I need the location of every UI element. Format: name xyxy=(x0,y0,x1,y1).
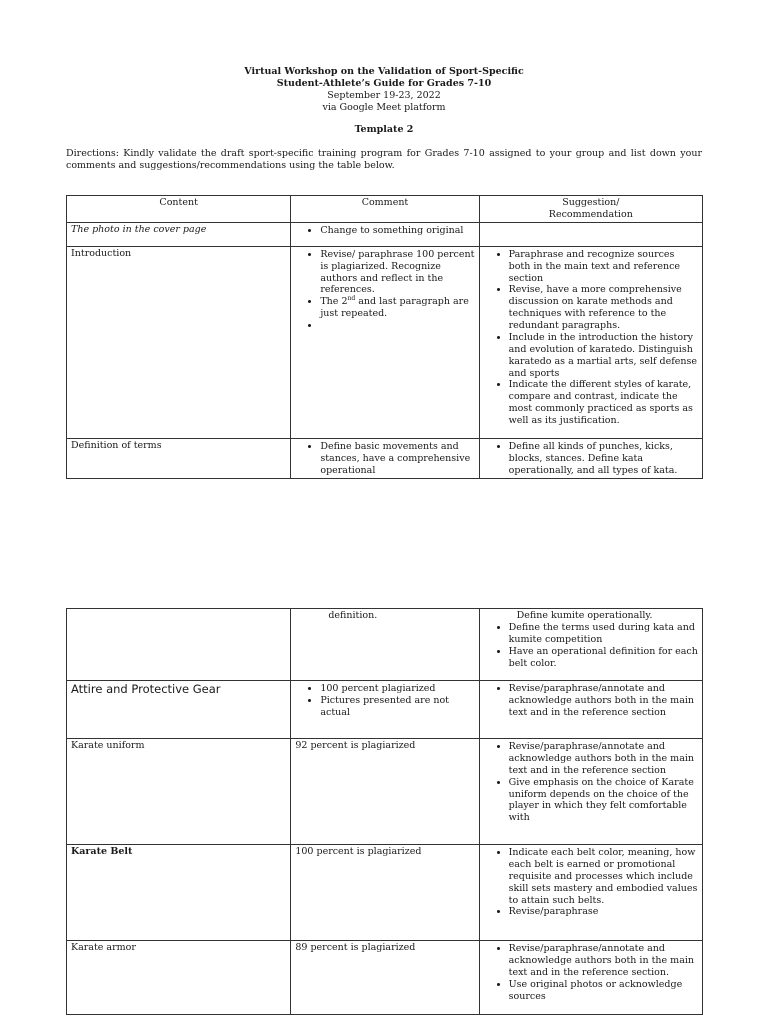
list-item: • Revise/paraphrase/annotate and acknowledge authors both in the main text and in the reference section. xyxy=(509,943,699,979)
row-comment-intro xyxy=(291,246,479,438)
workshop-platform: via Google Meet platform xyxy=(322,101,446,113)
table-row xyxy=(67,246,703,438)
row-comment-uniform: 92 percent is plagiarized xyxy=(291,739,479,845)
header-suggestion-line2: Recommendation xyxy=(548,208,633,220)
title-line-2: Student-Athlete’s Guide for Grades 7-10 xyxy=(276,77,492,89)
row-suggestion-uniform xyxy=(479,739,702,845)
table-row xyxy=(67,681,703,739)
list-item: • Revise/paraphrase/annotate and acknowledge authors both in the main text and in the reference section xyxy=(509,741,699,777)
list-item: • Define all kinds of punches, kicks, blocks, stances. Define kata operationally, and all types of kata. xyxy=(509,441,699,477)
row-comment-cover xyxy=(291,222,479,246)
row-content-cover: The photo in the cover page xyxy=(67,222,291,246)
header-content: Content xyxy=(67,196,291,223)
row-content-attire: Attire and Protective Gear xyxy=(67,681,291,739)
list-item: • Give emphasis on the choice of Karate uniform depends on the choice of the player in which they felt comfortable with xyxy=(509,777,699,825)
table-row xyxy=(67,739,703,845)
list-item xyxy=(320,296,475,320)
list-item: • Paraphrase and recognize sources both in the main text and reference section xyxy=(509,249,699,285)
row-suggestion-cover xyxy=(479,222,702,246)
list-item: • Indicate the different styles of karate, compare and contrast, indicate the most commonly practiced as sports as well as its justification. xyxy=(509,379,699,427)
table-row xyxy=(67,222,703,246)
comment-text: and last paragraph are just repeated. xyxy=(320,296,469,320)
list-item: • 100 percent plagiarized xyxy=(320,683,475,695)
row-suggestion-belt xyxy=(479,845,702,941)
comment-continuation: definition. xyxy=(328,610,378,621)
template-label: Template 2 xyxy=(354,124,414,135)
row-comment-terms-cont xyxy=(291,609,479,681)
row-content-intro: Introduction xyxy=(67,246,291,438)
row-suggestion-terms-cont xyxy=(479,609,702,681)
superscript: nd xyxy=(347,295,356,303)
workshop-dates: September 19-23, 2022 xyxy=(327,89,441,101)
list-item: • Indicate each belt color, meaning, how each belt is earned or promotional requisite and processes which include skill sets mastery and embodied values to attain such belts. xyxy=(509,847,699,906)
comment-text: The 2 xyxy=(320,296,348,308)
table-row xyxy=(67,845,703,941)
table-row xyxy=(67,941,703,1015)
title-line-1: Virtual Workshop on the Validation of Sport-Specific xyxy=(244,66,524,77)
table-row xyxy=(67,438,703,479)
list-item: • Pictures presented are not actual xyxy=(320,695,475,719)
list-item-empty xyxy=(320,320,475,332)
table-row xyxy=(67,609,703,681)
list-item: • Revise/paraphrase xyxy=(509,906,699,918)
header-comment: Comment xyxy=(291,196,479,223)
list-item: • Define the terms used during kata and kumite competition xyxy=(509,622,699,646)
table-header-row xyxy=(67,196,703,223)
row-content-terms-cont xyxy=(67,609,291,681)
document-header xyxy=(0,66,768,114)
list-item: • Have an operational definition for each belt color. xyxy=(509,646,699,670)
list-item: • Define basic movements and stances, have a comprehensive operational xyxy=(320,441,475,477)
list-item: • Revise, have a more comprehensive discussion on karate methods and techniques with reference to the redundant paragraphs. xyxy=(509,284,699,332)
row-comment-attire xyxy=(291,681,479,739)
validation-table-page-2 xyxy=(66,608,703,1015)
row-content-terms: Definition of terms xyxy=(67,438,291,479)
suggestion-continuation: Define kumite operationally. xyxy=(516,610,653,621)
list-item: • Revise/paraphrase/annotate and acknowledge authors both in the main text and in the reference section xyxy=(509,683,699,719)
row-content-armor: Karate armor xyxy=(67,941,291,1015)
header-suggestion xyxy=(479,196,702,223)
row-suggestion-intro xyxy=(479,246,702,438)
list-item: • Change to something original xyxy=(320,225,475,237)
row-comment-armor: 89 percent is plagiarized xyxy=(291,941,479,1015)
directions-text: Directions: Kindly validate the draft sport-specific training program for Grades 7-10 assigned to your group and list down your comments and suggestions/recommendations using the table below. xyxy=(66,148,702,171)
list-item: • Include in the introduction the history and evolution of karatedo. Distinguish karatedo as a martial arts, self defense and sports xyxy=(509,332,699,380)
row-suggestion-terms xyxy=(479,438,702,479)
row-suggestion-armor xyxy=(479,941,702,1015)
row-content-belt: Karate Belt xyxy=(67,845,291,941)
row-comment-belt: 100 percent is plagiarized xyxy=(291,845,479,941)
row-comment-terms xyxy=(291,438,479,479)
row-content-uniform: Karate uniform xyxy=(67,739,291,845)
header-suggestion-line1: Suggestion/ xyxy=(562,197,620,208)
list-item: • Use original photos or acknowledge sources xyxy=(509,979,699,1003)
row-suggestion-attire xyxy=(479,681,702,739)
list-item: • Revise/ paraphrase 100 percent is plagiarized. Recognize authors and reflect in the references. xyxy=(320,249,475,297)
validation-table-page-1 xyxy=(66,195,703,479)
